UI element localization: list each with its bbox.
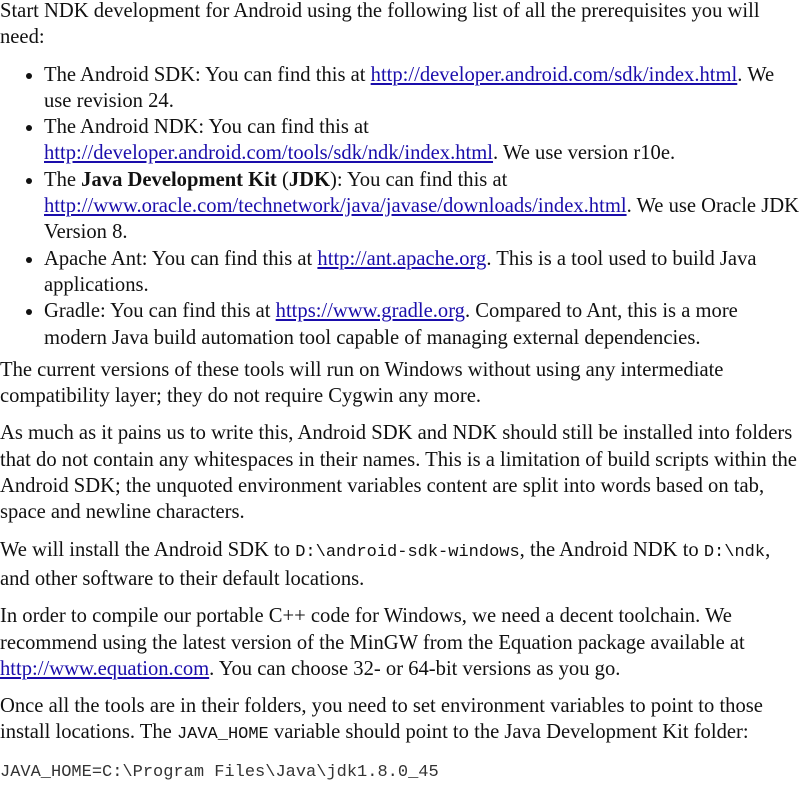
list-item-text: . Compared to Ant, this is a more modern Java build automation tool capable of managing external dependencies. (44, 300, 738, 349)
list-item-text: The (44, 168, 82, 191)
list-item-android-sdk (44, 62, 800, 115)
list-item-apache-ant (44, 246, 800, 299)
android-ndk-link[interactable]: http://developer.android.com/tools/sdk/ndk/index.html (44, 142, 494, 165)
paragraph-text: We will install the Android SDK to (0, 538, 296, 561)
java-home-code: JAVA_HOME (176, 725, 269, 745)
oracle-jdk-link[interactable]: http://www.oracle.com/technetwork/java/javase/downloads/index.html (44, 195, 627, 218)
apache-ant-link[interactable]: http://ant.apache.org (317, 247, 487, 270)
list-item-text: ): You can find this at (330, 168, 508, 191)
android-sdk-link[interactable]: http://developer.android.com/sdk/index.html (370, 63, 738, 86)
jdk-name-bold: Java Development Kit (81, 168, 277, 191)
list-item-text: Gradle: You can find this at (44, 300, 276, 323)
paragraph-text: , the Android NDK to (519, 538, 704, 561)
equation-link[interactable]: http://www.equation.com (0, 657, 210, 680)
list-item-text: Apache Ant: You can find this at (44, 247, 318, 270)
gradle-link[interactable]: https://www.gradle.org (275, 300, 465, 323)
ndk-path-code: D:\ndk (703, 542, 766, 562)
list-item-text: . We use revision 24. (44, 63, 775, 112)
list-item-text: . We use version r10e. (493, 142, 676, 165)
list-item-text: . This is a tool used to build Java applications. (44, 247, 757, 296)
paragraph-text: . You can choose 32- or 64-bit versions as you go. (209, 657, 621, 680)
paragraph-text: Once all the tools are in their folders, you need to set environment variables to point to those install locations. The (0, 695, 763, 744)
paragraph-text: In order to compile our portable C++ code for Windows, we need a decent toolchain. We recommend using the latest version of the MinGW from the Equation package available at (0, 605, 745, 654)
toolchain-paragraph (0, 603, 800, 682)
paragraph-text: , and other software to their default locations. (0, 538, 771, 590)
paragraph-text: variable should point to the Java Development Kit folder: (268, 721, 749, 744)
intro-paragraph: Start NDK development for Android using the following list of all the prerequisites you will need: (0, 0, 760, 49)
list-item-android-ndk (44, 114, 800, 167)
install-locations-paragraph (0, 537, 800, 593)
environment-paragraph (0, 693, 800, 749)
list-item-gradle (44, 298, 800, 351)
whitespace-paragraph: As much as it pains us to write this, Android SDK and NDK should still be installed into folders that do not contain any whitespaces in their names. This is a limitation of build scripts within the Android SDK; the unquoted environment variables content are split into words based on tab, space and newline characters. (0, 422, 797, 524)
versions-paragraph: The current versions of these tools will run on Windows without using any intermediate compatibility layer; they do not require Cygwin any more. (0, 358, 724, 408)
java-home-code-block: JAVA_HOME=C:\Program Files\Java\jdk1.8.0_45 (0, 762, 439, 782)
list-item-jdk (44, 167, 800, 246)
list-item-text: ( (276, 168, 289, 191)
list-item-text: The Android SDK: You can find this at (44, 63, 371, 86)
sdk-path-code: D:\android-sdk-windows (295, 542, 520, 562)
list-item-text: . We use Oracle JDK Version 8. (44, 195, 799, 244)
prerequisites-list (0, 62, 800, 351)
jdk-abbrev-bold: JDK (288, 168, 330, 191)
list-item-text: The Android NDK: You can find this at (44, 116, 369, 139)
